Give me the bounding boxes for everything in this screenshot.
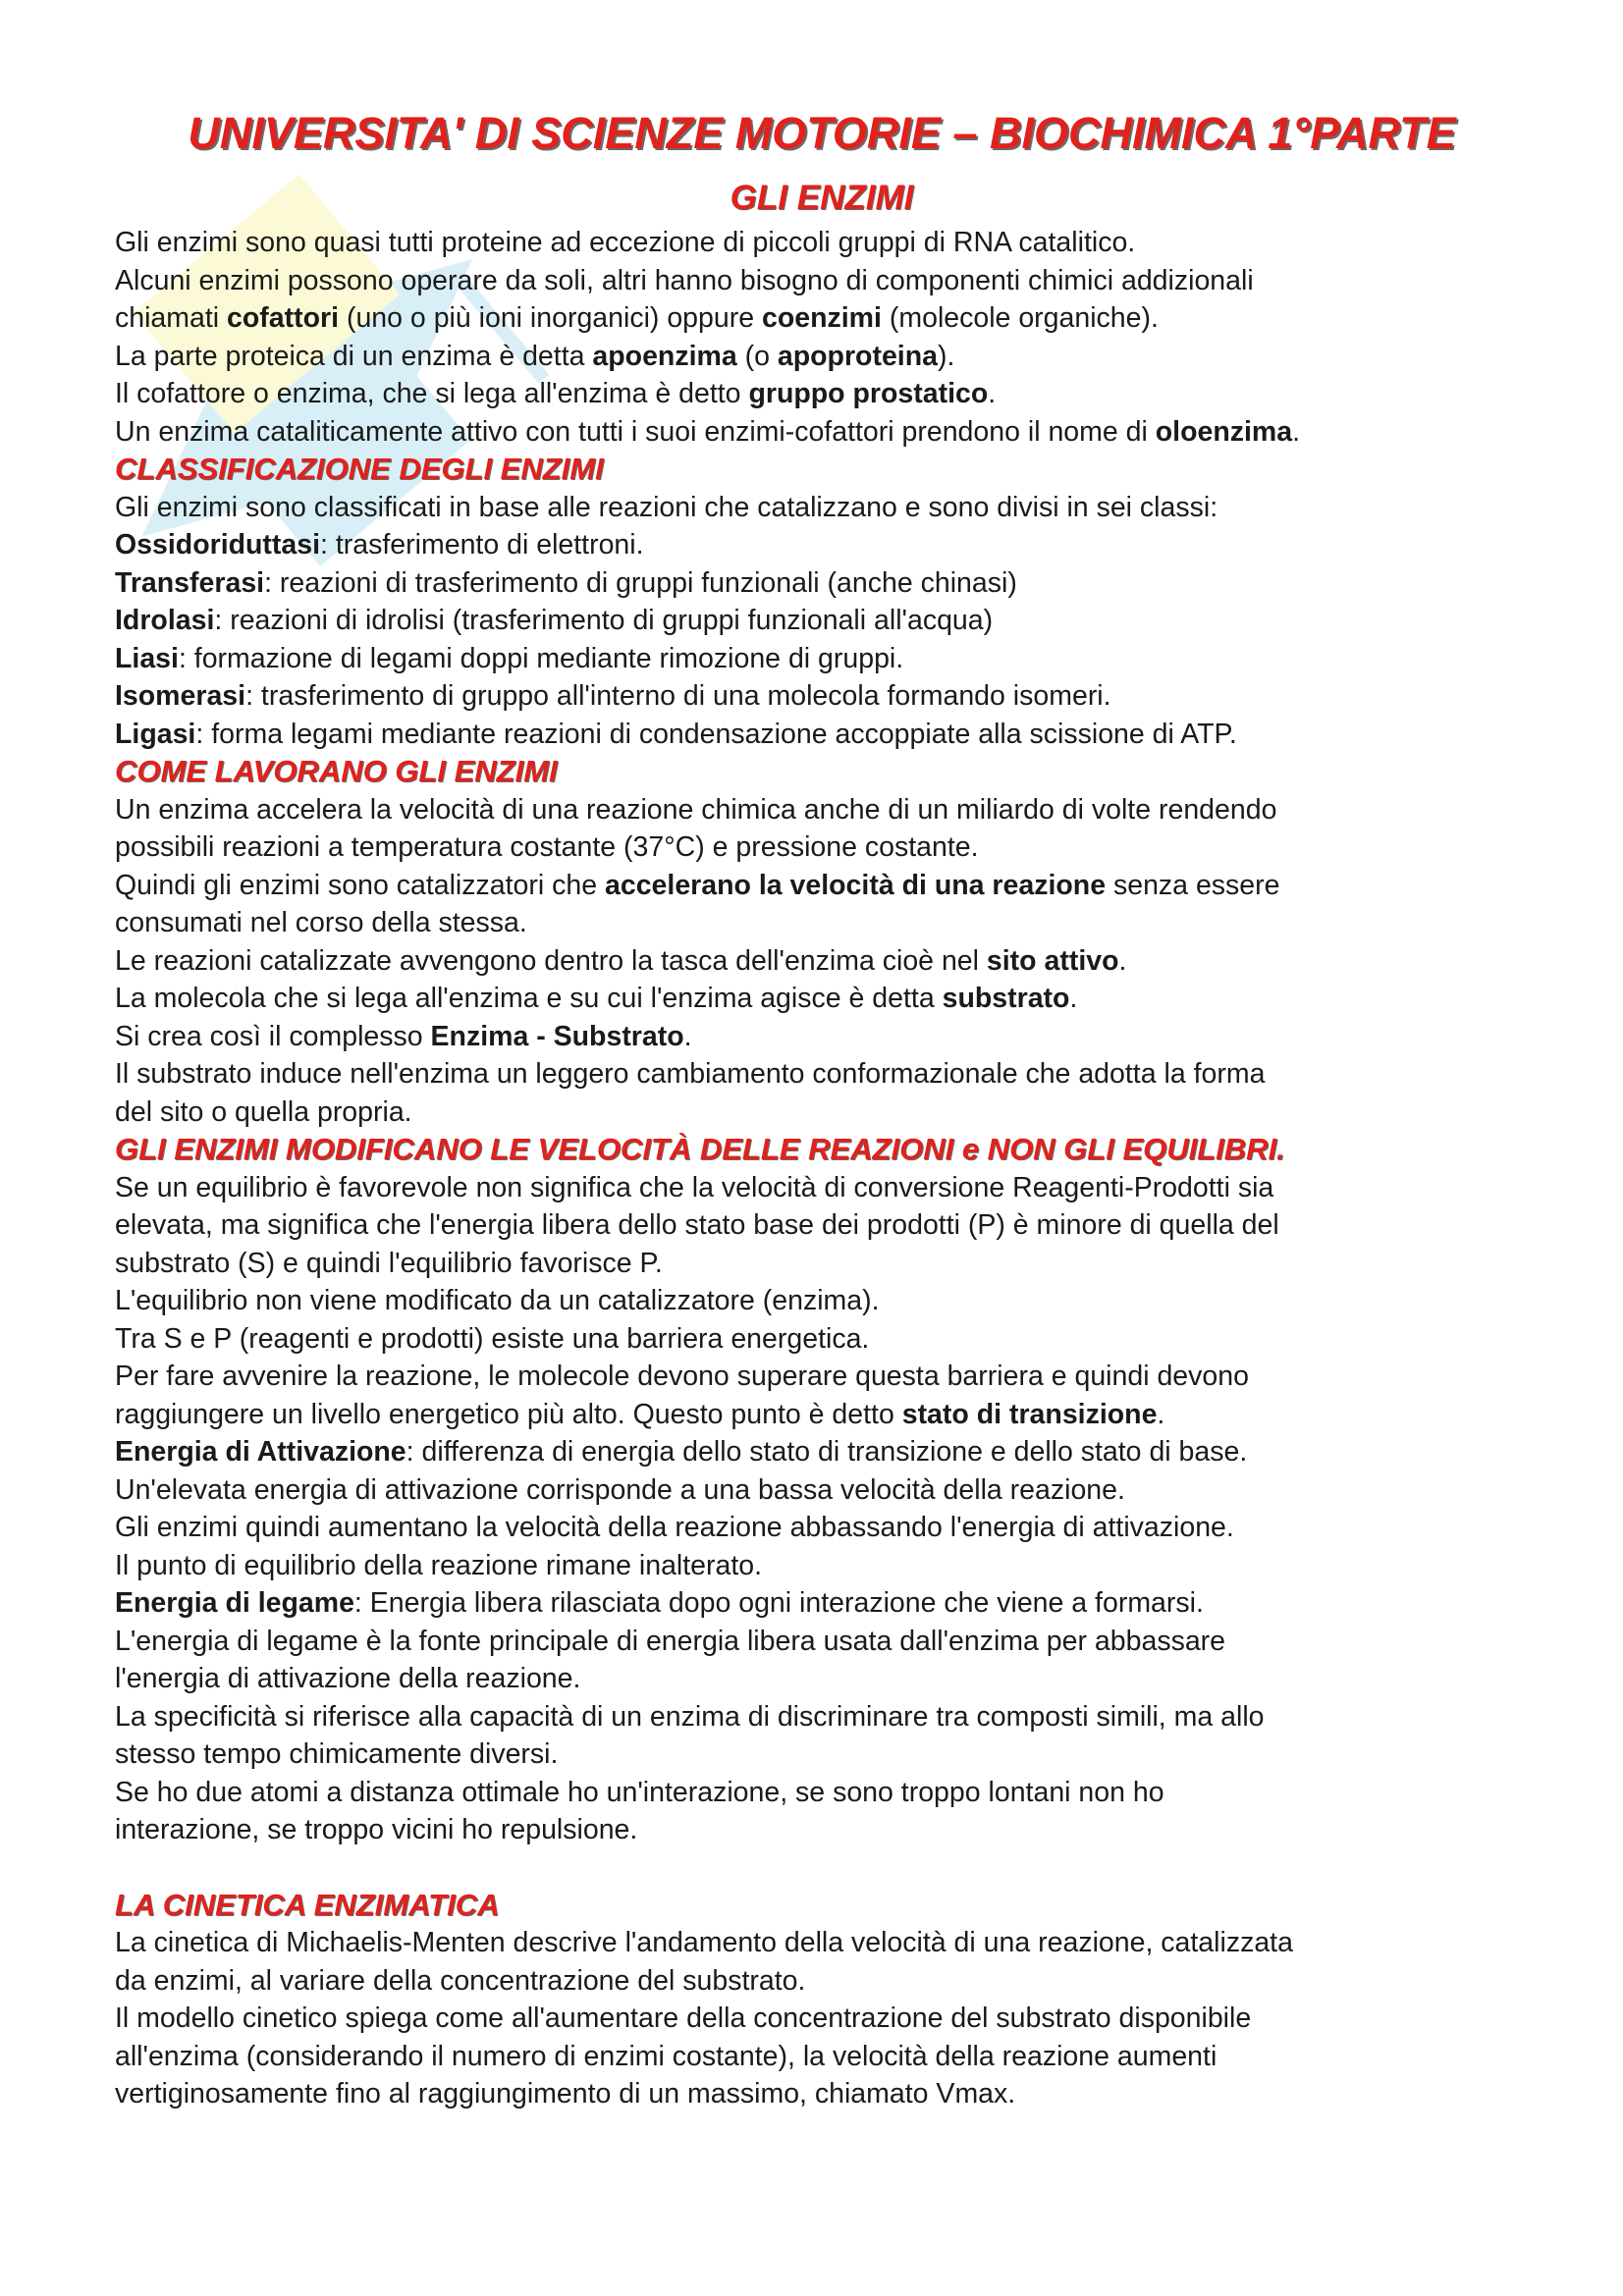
section-cinetica [115,1887,1529,2113]
text-line: Energia di Attivazione: differenza di energia dello stato di transizione e dello stato di base. [115,1436,1248,1468]
term-cofattori: cofattori [227,302,340,334]
text-line: l'energia di attivazione della reazione. [115,1663,581,1694]
text-line: interazione, se troppo vicini ho repulsione. [115,1814,638,1845]
term-gruppo-prostatico: gruppo prostatico [748,378,989,409]
text-line: substrato (S) e quindi l'equilibrio favorisce P. [115,1247,663,1279]
text-line: da enzimi, al variare della concentrazione del substrato. [115,1964,806,1997]
text-line: chiamati cofattori (uno o più ioni inorganici) oppure coenzimi (molecole organiche). [115,302,1159,334]
heading-classificazione: CLASSIFICAZIONE DEGLI ENZIMI [115,452,604,486]
text-line: Alcuni enzimi possono operare da soli, altri hanno bisogno di componenti chimici addizionali [115,264,1254,296]
term-oloenzima: oloenzima [1155,415,1293,448]
term-apoenzima: apoenzima [592,340,737,372]
text-line: stesso tempo chimicamente diversi. [115,1738,559,1770]
class-item: Ossidoriduttasi: trasferimento di elettroni. [115,529,644,561]
text-line: Per fare avvenire la reazione, le molecole devono superare questa barriera e quindi devono [115,1361,1249,1392]
text-line: elevata, ma significa che l'energia libera dello stato base dei prodotti (P) è minore di quella del [115,1209,1279,1241]
text-line: Il modello cinetico spiega come all'aumentare della concentrazione del substrato disponibile [115,2002,1252,2034]
text-line: Si crea così il complesso Enzima - Substrato. [115,1020,692,1052]
class-item: Idrolasi: reazioni di idrolisi (trasferimento di gruppi funzionali all'acqua) [115,605,994,636]
text-line: possibili reazioni a temperatura costante (37°C) e pressione costante. [115,831,979,863]
section-classificazione [115,451,1529,753]
text-line: La parte proteica di un enzima è detta apoenzima (o apoproteina). [115,340,955,372]
text-line: consumati nel corso della stessa. [115,907,527,938]
text-line: Il cofattore o enzima, che si lega all'enzima è detto gruppo prostatico. [115,378,997,409]
text-line: Energia di legame: Energia libera rilasciata dopo ogni interazione che viene a formarsi. [115,1587,1204,1619]
text-line: Gli enzimi sono quasi tutti proteine ad eccezione di piccoli gruppi di RNA catalitico. [115,227,1136,258]
heading-cinetica: LA CINETICA ENZIMATICA [115,1887,500,1922]
text-line: Il punto di equilibrio della reazione rimane inalterato. [115,1549,763,1581]
spacer [115,1849,1529,1887]
text-line: Se ho due atomi a distanza ottimale ho un'interazione, se sono troppo lontani non ho [115,1776,1164,1808]
text-line: Gli enzimi sono classificati in base alle reazioni che catalizzano e sono divisi in sei classi: [115,491,1218,523]
text-line: Un'elevata energia di attivazione corrisponde a una bassa velocità della reazione. [115,1473,1125,1506]
text-line: La cinetica di Michaelis-Menten descrive l'andamento della velocità di una reazione, catalizzata [115,1927,1293,1958]
heading-equilibri: GLI ENZIMI MODIFICANO LE VELOCITÀ DELLE REAZIONI e NON GLI EQUILIBRI. [115,1132,1285,1166]
text-line: Se un equilibrio è favorevole non significa che la velocità di conversione Reagenti-Prodotti sia [115,1171,1274,1203]
term-apoproteina: apoproteina [777,340,938,372]
text-line: L'energia di legame è la fonte principale di energia libera usata dall'enzima per abbassare [115,1625,1226,1657]
class-item: Liasi: formazione di legami doppi mediante rimozione di gruppi. [115,642,904,674]
text-line: Un enzima accelera la velocità di una reazione chimica anche di un miliardo di volte rendendo [115,793,1277,826]
page-title: UNIVERSITA' DI SCIENZE MOTORIE – BIOCHIMICA 1°PARTE [188,108,1456,158]
document-page [115,108,1529,2113]
text-line: all'enzima (considerando il numero di enzimi costante), la velocità della reazione aumenti [115,2040,1217,2072]
section-equilibri [115,1131,1529,1849]
text-line: Quindi gli enzimi sono catalizzatori che accelerano la velocità di una reazione senza essere [115,869,1280,901]
class-item: Ligasi: forma legami mediante reazioni di condensazione accoppiate alla scissione di ATP. [115,718,1237,750]
heading-gli-enzimi: GLI ENZIMI [730,179,914,217]
term-coenzimi: coenzimi [761,302,882,334]
text-line: Le reazioni catalizzate avvengono dentro la tasca dell'enzima cioè nel sito attivo. [115,944,1127,977]
text-line: del sito o quella propria. [115,1095,412,1128]
section-come-lavorano [115,753,1529,1131]
class-item: Transferasi: reazioni di trasferimento di gruppi funzionali (anche chinasi) [115,566,1017,599]
text-line: vertiginosamente fino al raggiungimento di un massimo, chiamato Vmax. [115,2078,1016,2109]
text-line: Un enzima cataliticamente attivo con tutti i suoi enzimi-cofattori prendono il nome di oloenzima. [115,415,1301,448]
text-line: Tra S e P (reagenti e prodotti) esiste una barriera energetica. [115,1322,870,1355]
text-line: Gli enzimi quindi aumentano la velocità della reazione abbassando l'energia di attivazione. [115,1512,1234,1543]
class-item: Isomerasi: trasferimento di gruppo all'interno di una molecola formando isomeri. [115,680,1111,712]
text-line: L'equilibrio non viene modificato da un catalizzatore (enzima). [115,1285,880,1316]
heading-come-lavorano: COME LAVORANO GLI ENZIMI [115,754,558,788]
section-enzimi [115,173,1529,451]
text-line: La specificità si riferisce alla capacità di un enzima di discriminare tra composti simili, ma allo [115,1700,1265,1733]
text-line: Il substrato induce nell'enzima un leggero cambiamento conformazionale che adotta la forma [115,1058,1266,1090]
text-line: raggiungere un livello energetico più alto. Questo punto è detto stato di transizione. [115,1398,1165,1430]
text-line: La molecola che si lega all'enzima e su cui l'enzima agisce è detta substrato. [115,983,1078,1014]
